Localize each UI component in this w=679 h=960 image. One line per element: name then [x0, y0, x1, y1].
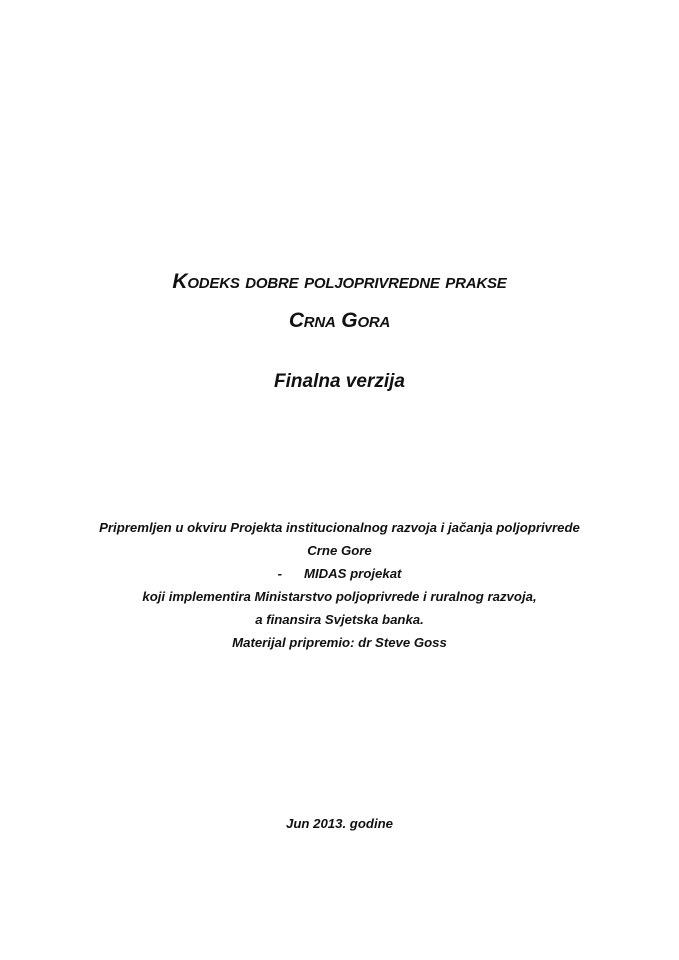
preparation-line-6: Materijal pripremio: dr Steve Goss [232, 635, 447, 650]
preparation-line-1: Pripremljen u okviru Projekta institucionalnog razvoja i jačanja poljoprivrede [99, 520, 580, 535]
project-name: MIDAS projekat [303, 566, 402, 581]
subtitle: Finalna verzija [274, 371, 405, 392]
list-dash: - [277, 566, 282, 581]
preparation-block [0, 516, 679, 654]
preparation-line-5: a finansira Svjetska banka. [255, 612, 424, 627]
document-date: Jun 2013. godine [286, 816, 393, 831]
preparation-line-3 [0, 562, 679, 585]
title-line-1: Kodeks dobre poljoprivredne prakse [172, 270, 507, 293]
preparation-line-4: koji implementira Ministarstvo poljoprivrede i ruralnog razvoja, [142, 589, 537, 604]
title-line-2: Crna Gora [288, 309, 391, 332]
preparation-line-2: Crne Gore [307, 543, 372, 558]
